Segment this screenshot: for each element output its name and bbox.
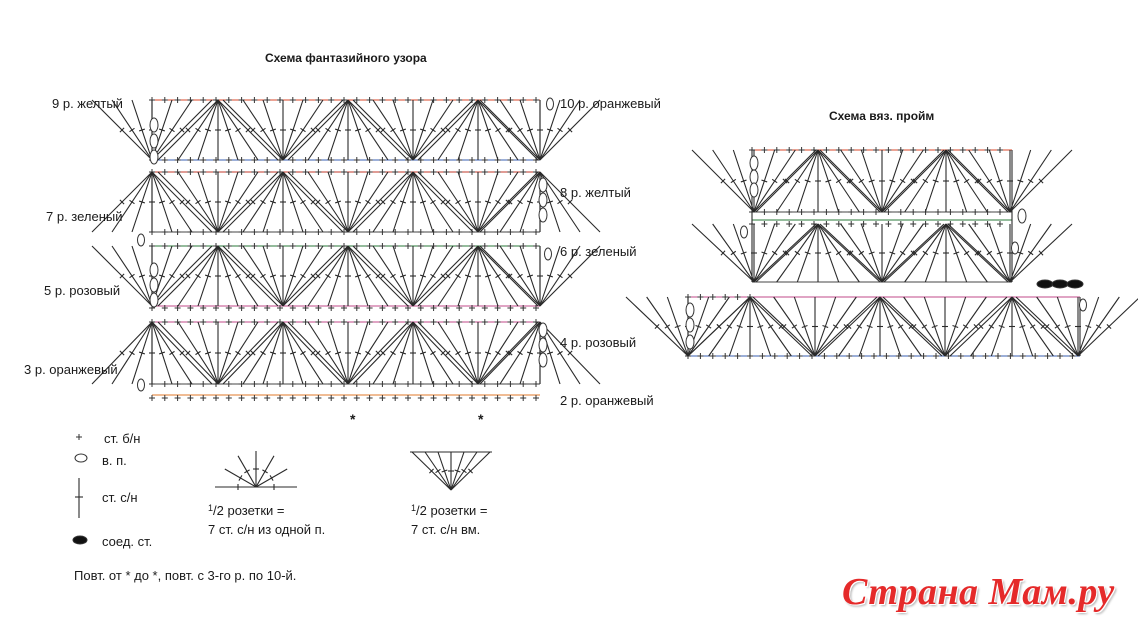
dc-stitch-bar bbox=[170, 274, 175, 277]
dc-stitch-bar bbox=[731, 179, 736, 182]
dc-stitch-bar bbox=[963, 325, 968, 328]
chain-symbol bbox=[750, 156, 758, 170]
row-label-9: 9 р. желтый bbox=[52, 96, 123, 111]
dc-stitch-bar bbox=[326, 128, 331, 131]
legend-join-title bbox=[411, 503, 488, 518]
dc-stitch-bar bbox=[987, 251, 992, 254]
dc-stitch-bar bbox=[326, 274, 331, 277]
dc-stitch-bar bbox=[495, 351, 500, 354]
dc-stitch-bar bbox=[195, 351, 200, 354]
chain-symbol bbox=[539, 178, 547, 192]
dc-stitch-bar bbox=[496, 200, 501, 203]
chain-symbol bbox=[741, 226, 748, 238]
main-chart-title: Схема фантазийного узора bbox=[265, 51, 427, 65]
row-label-8: 8 р. желтый bbox=[560, 185, 631, 200]
legend-slip-label: соед. ст. bbox=[102, 534, 153, 549]
dc-stitch-bar bbox=[391, 274, 396, 277]
dc-stitch-bar bbox=[130, 274, 135, 277]
chain-symbol bbox=[150, 118, 158, 132]
dc-stitch-bar bbox=[169, 351, 174, 354]
watermark-logo: Страна Мам.ру bbox=[842, 571, 1115, 613]
dc-stitch-bar bbox=[261, 128, 266, 131]
dc-stitch-bar bbox=[236, 200, 241, 203]
dc-stitch-bar bbox=[261, 200, 266, 203]
slip-stitch-symbol bbox=[1037, 280, 1053, 288]
dc-stitch-bar bbox=[558, 274, 563, 277]
dc-stitch-bar bbox=[236, 128, 241, 131]
dc-stitch-bar bbox=[898, 325, 903, 328]
dc-stitch-bar bbox=[859, 251, 864, 254]
chain-symbol bbox=[150, 293, 158, 307]
dc-stitch-bar bbox=[772, 179, 777, 182]
chain-symbol bbox=[138, 234, 145, 246]
legend-join-desc: 7 ст. с/н вм. bbox=[411, 522, 481, 537]
dc-stitch-bar bbox=[455, 351, 460, 354]
dc-stitch-bar bbox=[857, 325, 862, 328]
chain-symbol bbox=[547, 98, 554, 110]
dc-stitch-bar bbox=[196, 274, 201, 277]
dc-stitch-bar bbox=[923, 179, 928, 182]
dc-stitch-bar bbox=[964, 179, 969, 182]
dc-stitch-bar bbox=[129, 351, 134, 354]
dc-stitch-bar bbox=[456, 128, 461, 131]
chain-symbol bbox=[686, 335, 694, 349]
chain-symbol bbox=[150, 150, 158, 164]
dc-stitch-bar bbox=[365, 351, 370, 354]
chain-symbol bbox=[539, 338, 547, 352]
dc-stitch-bar bbox=[301, 200, 306, 203]
dc-stitch-bar bbox=[325, 351, 330, 354]
chain-symbol bbox=[150, 263, 158, 277]
dc-stitch-bar bbox=[964, 251, 969, 254]
dc-stitch-bar bbox=[496, 274, 501, 277]
dc-stitch-bar bbox=[706, 325, 711, 328]
slip-stitch-symbol bbox=[1052, 280, 1068, 288]
dc-stitch-bar bbox=[987, 179, 992, 182]
dc-stitch-bar bbox=[727, 325, 732, 328]
dc-stitch-bar bbox=[130, 200, 135, 203]
dc-stitch-bar bbox=[456, 200, 461, 203]
legend-fan-desc: 7 ст. с/н из одной п. bbox=[208, 522, 326, 537]
dc-stitch-bar bbox=[795, 251, 800, 254]
dc-stitch-bar bbox=[301, 128, 306, 131]
armhole-chart-title: Схема вяз. пройм bbox=[829, 109, 935, 123]
dc-stitch-bar bbox=[795, 179, 800, 182]
row-label-5: 5 р. розовый bbox=[44, 283, 121, 298]
dc-stitch-bar bbox=[772, 251, 777, 254]
dc-stitch-bar bbox=[431, 274, 436, 277]
dc-stitch-bar bbox=[517, 351, 522, 354]
dc-stitch-bar bbox=[900, 179, 905, 182]
chain-symbol bbox=[75, 454, 87, 462]
dc-stitch-bar bbox=[836, 179, 841, 182]
legend-join-fraction: 1 bbox=[411, 503, 417, 513]
slip-stitch-symbol bbox=[1067, 280, 1083, 288]
chain-symbol bbox=[545, 248, 552, 260]
dc-stitch-bar bbox=[456, 274, 461, 277]
row-label-2: 2 р. оранжевый bbox=[560, 393, 654, 408]
dc-stitch-bar bbox=[236, 274, 241, 277]
chain-symbol bbox=[138, 379, 145, 391]
legend-fan-title bbox=[208, 503, 285, 518]
dc-stitch-bar bbox=[518, 274, 523, 277]
chain-symbol bbox=[1080, 299, 1087, 311]
dc-stitch-bar bbox=[836, 251, 841, 254]
legend-join-prefix: /2 розетки = bbox=[416, 503, 488, 518]
dc-stitch-bar bbox=[366, 274, 371, 277]
chain-symbol bbox=[686, 318, 694, 332]
dc-stitch-bar bbox=[1096, 325, 1101, 328]
repeat-note: Повт. от * до *, повт. с 3-го р. по 10-й. bbox=[74, 568, 297, 583]
dc-stitch-bar bbox=[833, 325, 838, 328]
chain-symbol bbox=[150, 278, 158, 292]
repeat-mark-end: * bbox=[478, 411, 484, 427]
legend-fan-fraction: 1 bbox=[208, 503, 214, 513]
dc-stitch-bar bbox=[436, 469, 441, 472]
chain-symbol bbox=[1012, 242, 1019, 254]
legend-chain-label: в. п. bbox=[102, 453, 127, 468]
dc-stitch-bar bbox=[261, 274, 266, 277]
dc-stitch-bar bbox=[923, 251, 928, 254]
dc-stitch-bar bbox=[170, 128, 175, 131]
dc-stitch-bar bbox=[792, 325, 797, 328]
slip-stitch-symbol bbox=[73, 536, 87, 544]
dc-stitch-bar bbox=[391, 200, 396, 203]
chain-symbol bbox=[750, 170, 758, 184]
dc-stitch-bar bbox=[731, 251, 736, 254]
dc-stitch-bar bbox=[235, 351, 240, 354]
dc-stitch-bar bbox=[1028, 251, 1033, 254]
row-label-3: 3 р. оранжевый bbox=[24, 362, 118, 377]
dc-stitch-bar bbox=[326, 200, 331, 203]
dc-stitch-bar bbox=[390, 351, 395, 354]
legend-sc-label: ст. б/н bbox=[104, 431, 141, 446]
chain-symbol bbox=[150, 134, 158, 148]
row-label-4: 4 р. розовый bbox=[560, 335, 637, 350]
dc-stitch-bar bbox=[300, 351, 305, 354]
row-label-6: 6 р. зеленый bbox=[560, 244, 637, 259]
chain-symbol bbox=[539, 353, 547, 367]
row-label-10: 10 р. оранжевый bbox=[560, 96, 661, 111]
dc-stitch-bar bbox=[366, 200, 371, 203]
dc-stitch-bar bbox=[518, 128, 523, 131]
dc-stitch-bar bbox=[196, 128, 201, 131]
dc-stitch-bar bbox=[558, 200, 563, 203]
chain-symbol bbox=[539, 193, 547, 207]
chain-symbol bbox=[539, 323, 547, 337]
dc-stitch-bar bbox=[558, 128, 563, 131]
dc-stitch-bar bbox=[1028, 179, 1033, 182]
legend-fan-prefix: /2 розетки = bbox=[213, 503, 285, 518]
dc-stitch-bar bbox=[431, 200, 436, 203]
dc-stitch-bar bbox=[496, 128, 501, 131]
chain-symbol bbox=[1018, 209, 1026, 223]
dc-stitch-bar bbox=[430, 351, 435, 354]
dc-stitch-bar bbox=[301, 274, 306, 277]
dc-stitch-bar bbox=[366, 128, 371, 131]
dc-stitch-bar bbox=[900, 251, 905, 254]
dc-stitch-bar bbox=[922, 325, 927, 328]
dc-stitch-bar bbox=[391, 128, 396, 131]
dc-stitch-bar bbox=[260, 351, 265, 354]
dc-stitch-bar bbox=[859, 179, 864, 182]
dc-stitch-bar bbox=[130, 128, 135, 131]
dc-stitch-bar bbox=[518, 200, 523, 203]
dc-stitch-bar bbox=[557, 351, 562, 354]
chain-symbol bbox=[539, 208, 547, 222]
chain-symbol bbox=[686, 303, 694, 317]
dc-stitch-bar bbox=[768, 325, 773, 328]
dc-stitch-bar bbox=[196, 200, 201, 203]
dc-stitch-bar bbox=[989, 325, 994, 328]
dc-stitch-bar bbox=[431, 128, 436, 131]
dc-stitch-bar bbox=[1055, 325, 1060, 328]
dc-stitch-bar bbox=[170, 200, 175, 203]
row-label-7: 7 р. зеленый bbox=[46, 209, 123, 224]
repeat-mark-start: * bbox=[350, 411, 356, 427]
legend-dc-label: ст. с/н bbox=[102, 490, 138, 505]
chain-symbol bbox=[750, 183, 758, 197]
dc-stitch-bar bbox=[462, 469, 467, 472]
dc-stitch-bar bbox=[665, 325, 670, 328]
dc-stitch-bar bbox=[1030, 325, 1035, 328]
